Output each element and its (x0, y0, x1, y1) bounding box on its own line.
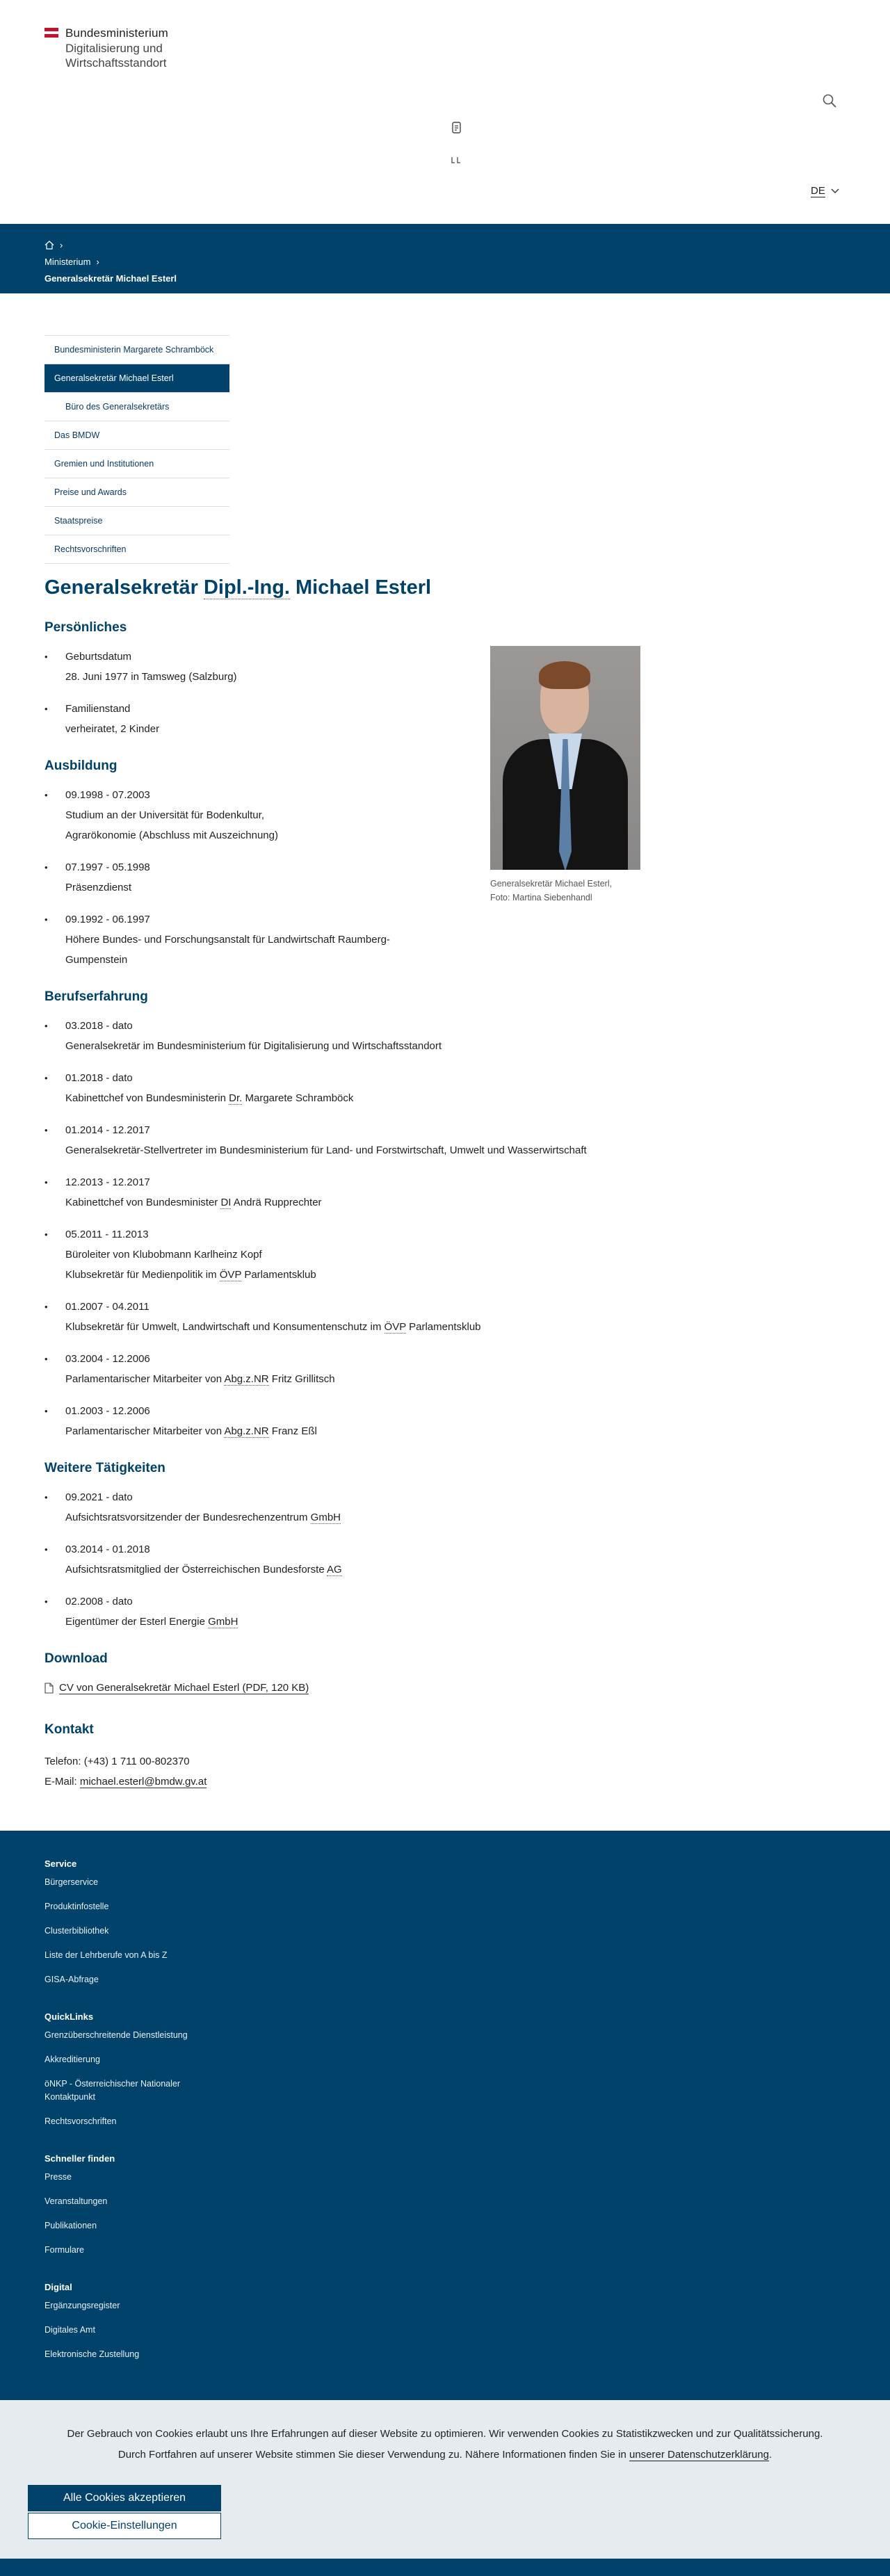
subnav-item-preise[interactable]: Preise und Awards (44, 478, 229, 507)
cookie-banner (0, 2400, 890, 2559)
footer-link[interactable]: Elektronische Zustellung (44, 2349, 140, 2359)
list-item: • Geburtsdatum 28. Juni 1977 in Tamsweg (Salzburg) (44, 647, 476, 687)
footer-heading: Digital (44, 2282, 72, 2292)
footer-group-quicklinks (44, 2011, 846, 2127)
chevron-right-icon: › (96, 256, 99, 267)
austria-flag-icon (44, 28, 58, 38)
privacy-policy-link[interactable]: unserer Datenschutzerklärung (629, 2449, 769, 2461)
footer-group-service (44, 1858, 846, 1985)
title-abbr[interactable]: Dipl.-Ing. (203, 576, 290, 599)
list-item: • 03.2004 - 12.2006 Parlamentarischer Mitarbeiter von Abg.z.NR Fritz Grillitsch (44, 1349, 846, 1389)
pdf-file-icon (44, 1683, 54, 1694)
portrait-figure (490, 646, 640, 905)
breadcrumb (0, 224, 890, 293)
site-header (0, 0, 890, 224)
list-item: • 01.2014 - 12.2017 Generalsekretär-Stellvertreter im Bundesministerium für Land- und Forstwirtschaft, Umwelt und Wasserwirtschaft (44, 1120, 846, 1160)
heading-contact: Kontakt (44, 1722, 94, 1737)
subnav-item-gremien[interactable]: Gremien und Institutionen (44, 450, 229, 478)
list-item: • 01.2003 - 12.2006 Parlamentarischer Mitarbeiter von Abg.z.NR Franz Eßl (44, 1401, 846, 1441)
subnav-item-generalsekretaer[interactable]: Generalsekretär Michael Esterl (44, 364, 229, 393)
language-value: DE (811, 185, 825, 197)
list-item: • 07.1997 - 05.1998 Präsenzdienst (44, 857, 476, 898)
further-list (44, 1487, 846, 1632)
abbreviation[interactable]: Dr. (229, 1092, 243, 1104)
contact-phone: Telefon: (+43) 1 711 00-802370 (44, 1756, 190, 1767)
subnav-item-buero[interactable]: Büro des Generalsekretärs (44, 393, 229, 421)
accessibility-icon[interactable] (451, 121, 463, 135)
footer-link[interactable]: öNKP - Österreichischer Nationaler (44, 2079, 180, 2089)
logo-line2: Digitalisierung und (65, 42, 163, 55)
footer-link[interactable]: Ergänzungsregister (44, 2301, 120, 2310)
abbreviation[interactable]: GmbH (208, 1616, 238, 1628)
personal-list (44, 647, 476, 739)
subnav-item-ministerin[interactable]: Bundesministerin Margarete Schramböck (44, 336, 229, 364)
subnav-item-bmdw[interactable]: Das BMDW (44, 421, 229, 450)
abbreviation[interactable]: AG (327, 1564, 342, 1575)
footer-link[interactable]: Produktinfostelle (44, 1902, 109, 1911)
contact-email-line: E-Mail: michael.esterl@bmdw.gv.at (44, 1776, 207, 1788)
footer-link[interactable]: Formulare (44, 2245, 84, 2255)
subnav-item-staatspreise[interactable]: Staatspreise (44, 507, 229, 535)
abbreviation[interactable]: ÖVP (219, 1269, 242, 1281)
chevron-down-icon (831, 188, 839, 194)
abbreviation[interactable]: Abg.z.NR (224, 1373, 269, 1385)
breadcrumb-current: Generalsekretär Michael Esterl (44, 273, 177, 284)
list-item: • 09.1992 - 06.1997 Höhere Bundes- und Forschungsanstalt für Landwirtschaft Raumberg- Gumpenstein (44, 909, 476, 970)
chevron-right-icon: › (60, 239, 63, 250)
list-item: • 02.2008 - dato Eigentümer der Esterl Energie GmbH (44, 1591, 846, 1632)
main-content (0, 576, 890, 1792)
list-item: • 12.2013 - 12.2017 Kabinettchef von Bundesminister DI Andrä Rupprechter (44, 1172, 846, 1213)
heading-education: Ausbildung (44, 759, 118, 773)
section-navigation (44, 335, 229, 564)
photo-caption: Generalsekretär Michael Esterl, Foto: Martina Siebenhandl (490, 879, 613, 902)
footer-link[interactable]: Clusterbibliothek (44, 1926, 109, 1936)
footer-group-digital (44, 2282, 846, 2360)
abbreviation[interactable]: Abg.z.NR (224, 1425, 269, 1437)
logo-line3: Wirtschaftsstandort (65, 56, 167, 70)
footer-group-schneller-finden (44, 2153, 846, 2255)
logo-line1: Bundesministerium (65, 26, 168, 40)
heading-personal: Persönliches (44, 620, 127, 635)
footer-link[interactable]: Veranstaltungen (44, 2196, 108, 2206)
heading-download: Download (44, 1651, 108, 1666)
home-icon[interactable] (44, 241, 54, 250)
contact-info (44, 1751, 846, 1792)
education-list (44, 785, 476, 970)
footer-heading: Service (44, 1858, 77, 1869)
footer-link[interactable]: GISA-Abfrage (44, 1975, 99, 1984)
search-icon[interactable] (822, 93, 837, 108)
footer-link[interactable]: Digitales Amt (44, 2325, 95, 2335)
footer-link[interactable]: Presse (44, 2172, 72, 2182)
footer-link[interactable]: Akkreditierung (44, 2055, 100, 2064)
footer-link[interactable]: Rechtsvorschriften (44, 2116, 117, 2126)
language-select[interactable] (811, 185, 839, 197)
cookie-text: Der Gebrauch von Cookies erlaubt uns Ihre Erfahrungen auf dieser Website zu optimieren. Wir verwenden Cookies zu Statistikzwecken und zur Qualitätssicherung. Durch Fortfahren auf unserer Website stimmen Sie dieser Verwendung zu. Nähere Informationen finden Sie in unserer Datenschutzerklärung. (67, 2428, 823, 2461)
footer-link[interactable]: Bürgerservice (44, 1877, 99, 1887)
heading-further: Weitere Tätigkeiten (44, 1461, 165, 1475)
abbreviation[interactable]: GmbH (310, 1512, 341, 1523)
list-item: • 03.2014 - 01.2018 Aufsichtsratsmitglied der Österreichischen Bundesforste AG (44, 1539, 846, 1580)
portrait-photo (490, 646, 640, 870)
list-item: • 01.2007 - 04.2011 Klubsekretär für Umwelt, Landwirtschaft und Konsumentenschutz im ÖVP Parlamentsklub (44, 1297, 846, 1337)
career-list (44, 1016, 846, 1441)
footer-link[interactable]: Publikationen (44, 2221, 97, 2230)
accept-all-cookies-button[interactable]: Alle Cookies akzeptieren (28, 2485, 221, 2511)
list-item: • 01.2018 - dato Kabinettchef von Bundesministerin Dr. Margarete Schramböck (44, 1068, 846, 1108)
list-item: • 03.2018 - dato Generalsekretär im Bundesministerium für Digitalisierung und Wirtschaftsstandort (44, 1016, 846, 1056)
list-item: • Familienstand verheiratet, 2 Kinder (44, 699, 476, 739)
list-item: • 09.2021 - dato Aufsichtsratsvorsitzender der Bundesrechenzentrum GmbH (44, 1487, 846, 1528)
footer-link[interactable]: Grenzüberschreitende Dienstleistung (44, 2030, 188, 2040)
abbreviation[interactable]: ÖVP (384, 1321, 406, 1333)
list-item: • 09.1998 - 07.2003 Studium an der Universität für Bodenkultur, Agrarökonomie (Abschluss mit Auszeichnung) (44, 785, 476, 845)
download-item (44, 1682, 846, 1694)
breadcrumb-ministerium[interactable]: Ministerium (44, 256, 91, 267)
email-link[interactable]: michael.esterl@bmdw.gv.at (79, 1776, 207, 1788)
sign-language-icon[interactable] (451, 156, 463, 164)
abbreviation[interactable]: DI (220, 1197, 232, 1208)
page-title: Generalsekretär Dipl.-Ing. Michael Esterl (44, 576, 432, 599)
subnav-item-rechtsvorschriften[interactable]: Rechtsvorschriften (44, 535, 229, 564)
footer-heading: Schneller finden (44, 2153, 115, 2164)
heading-career: Berufserfahrung (44, 989, 148, 1004)
cv-download-link[interactable]: CV von Generalsekretär Michael Esterl (PDF, 120 KB) (59, 1682, 309, 1694)
footer-heading: QuickLinks (44, 2011, 94, 2022)
list-item: • 05.2011 - 11.2013 Büroleiter von Klubobmann Karlheinz Kopf Klubsekretär für Medienpolitik im ÖVP Parlamentsklub (44, 1224, 846, 1285)
footer-link[interactable]: Liste der Lehrberufe von A bis Z (44, 1950, 168, 1960)
cookie-settings-button[interactable]: Cookie-Einstellungen (28, 2513, 221, 2539)
footer-link[interactable]: Kontaktpunkt (44, 2092, 95, 2102)
